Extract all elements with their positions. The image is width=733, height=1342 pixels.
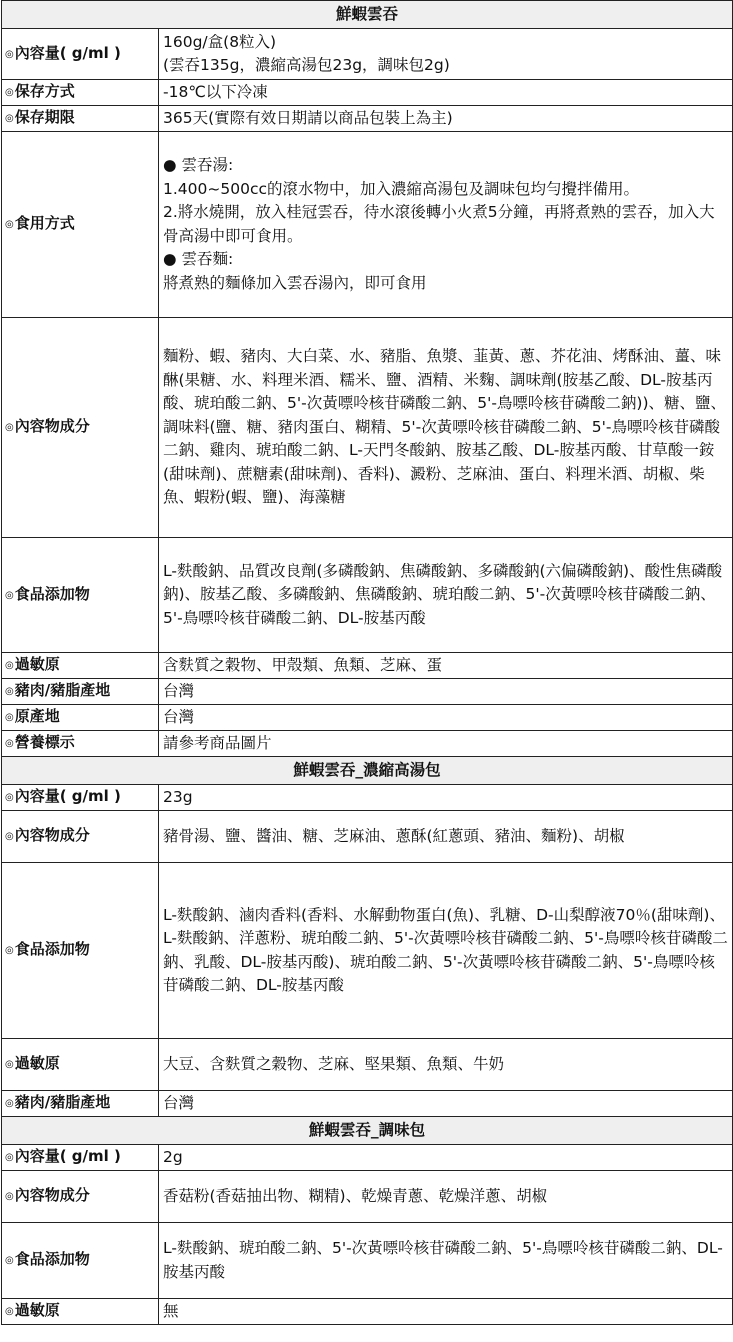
spec-row [2, 80, 733, 106]
row-value: L-麩酸鈉、滷肉香料(香料、水解動物蛋白(魚)、乳糖、D-山梨醇液70％(甜味劑)、L-麩酸鈉、洋蔥粉、琥珀酸二鈉、5'-次黃嘌呤核苷磷酸二鈉、5'-鳥嘌呤核苷磷酸二鈉、乳酸、DL-胺基丙酸)、琥珀酸二鈉、5'-次黃嘌呤核苷磷酸二鈉、5'-鳥嘌呤核苷磷酸二鈉、DL-胺基丙酸 [159, 863, 733, 1039]
row-value: 豬骨湯、鹽、醬油、糖、芝麻油、蔥酥(紅蔥頭、豬油、麵粉)、胡椒 [159, 811, 733, 863]
row-label: ◎食品添加物 [2, 1223, 159, 1299]
spec-row [2, 538, 733, 653]
spec-row [2, 863, 733, 1039]
section-title: 鮮蝦雲吞_調味包 [2, 1117, 733, 1145]
row-value: L-麩酸鈉、品質改良劑(多磷酸鈉、焦磷酸鈉、多磷酸鈉(六偏磷酸鈉)、酸性焦磷酸鈉)、胺基乙酸、多磷酸鈉、焦磷酸鈉、琥珀酸二鈉、5'-次黃嘌呤核苷磷酸二鈉、5'-鳥嘌呤核苷磷酸二鈉、DL-胺基丙酸 [159, 538, 733, 653]
bullet-icon: ◎ [5, 1098, 14, 1110]
row-value: 含麩質之穀物、甲殼類、魚類、芝麻、蛋 [159, 653, 733, 679]
spec-row [2, 679, 733, 705]
row-label: ◎保存期限 [2, 106, 159, 132]
bullet-icon: ◎ [5, 1059, 14, 1071]
row-label: ◎豬肉/豬脂產地 [2, 1091, 159, 1117]
spec-row [2, 1299, 733, 1325]
row-value: 2g [159, 1145, 733, 1171]
section-header [2, 1117, 733, 1145]
row-label: ◎內容量( g/ml ) [2, 1145, 159, 1171]
row-value: 無 [159, 1299, 733, 1325]
row-label: ◎內容量( g/ml ) [2, 29, 159, 80]
bullet-icon: ◎ [5, 48, 14, 60]
spec-row [2, 811, 733, 863]
row-value: 香菇粉(香菇抽出物、糊精)、乾燥青蔥、乾燥洋蔥、胡椒 [159, 1171, 733, 1223]
row-value: 麵粉、蝦、豬肉、大白菜、水、豬脂、魚漿、韮黃、蔥、芥花油、烤酥油、薑、味醂(果糖、水、料理米酒、糯米、鹽、酒精、米麴、調味劑(胺基乙酸、DL-胺基丙酸、琥珀酸二鈉、5'-次黃嘌呤核苷磷酸二鈉、5'-鳥嘌呤核苷磷酸二鈉))、糖、鹽、調味料(鹽、糖、豬肉蛋白、糊精、5'-次黃嘌呤核苷磷酸二鈉、5'-鳥嘌呤核苷磷酸二鈉、雞肉、琥珀酸二鈉、L-天門冬酸鈉、胺基乙酸、DL-胺基丙酸、甘草酸一銨(甜味劑)、蔗糖素(甜味劑)、香料)、澱粉、芝麻油、蛋白、料理米酒、胡椒、柴魚、蝦粉(蝦、鹽)、海藻糖 [159, 318, 733, 538]
spec-row [2, 29, 733, 80]
row-value: 大豆、含麩質之穀物、芝麻、堅果類、魚類、牛奶 [159, 1039, 733, 1091]
spec-row [2, 731, 733, 757]
spec-row [2, 653, 733, 679]
spec-row [2, 1223, 733, 1299]
row-value: ● 雲吞湯: 1.400~500cc的滾水物中，加入濃縮高湯包及調味包均勻攪拌備用。 2.將水燒開，放入桂冠雲吞，待水滾後轉小火煮5分鐘，再將煮熟的雲吞，加入大骨高湯中即可食用。 ● 雲吞麵: 將煮熟的麵條加入雲吞湯內，即可食用 [159, 132, 733, 318]
bullet-icon: ◎ [5, 422, 14, 434]
row-label: ◎內容物成分 [2, 811, 159, 863]
section-header [2, 1, 733, 29]
bullet-icon: ◎ [5, 219, 14, 231]
bullet-icon: ◎ [5, 589, 14, 601]
row-value: L-麩酸鈉、琥珀酸二鈉、5'-次黃嘌呤核苷磷酸二鈉、5'-鳥嘌呤核苷磷酸二鈉、DL-胺基丙酸 [159, 1223, 733, 1299]
bullet-icon: ◎ [5, 660, 14, 672]
row-label: ◎內容物成分 [2, 1171, 159, 1223]
row-label: ◎內容量( g/ml ) [2, 785, 159, 811]
bullet-icon: ◎ [5, 686, 14, 698]
row-label: ◎內容物成分 [2, 318, 159, 538]
row-value: 160g/盒(8粒入) (雲吞135g，濃縮高湯包23g，調味包2g) [159, 29, 733, 80]
spec-row [2, 1145, 733, 1171]
bullet-icon: ◎ [5, 87, 14, 99]
section-title: 鮮蝦雲吞_濃縮高湯包 [2, 757, 733, 785]
row-label: ◎食品添加物 [2, 863, 159, 1039]
spec-row [2, 705, 733, 731]
spec-row [2, 1091, 733, 1117]
bullet-icon: ◎ [5, 792, 14, 804]
bullet-icon: ◎ [5, 945, 14, 957]
row-label: ◎過敏原 [2, 1299, 159, 1325]
row-value: 台灣 [159, 705, 733, 731]
row-label: ◎原產地 [2, 705, 159, 731]
spec-row [2, 1171, 733, 1223]
product-spec-sheet [1, 0, 732, 1325]
row-value: 365天(實際有效日期請以商品包裝上為主) [159, 106, 733, 132]
row-label: ◎過敏原 [2, 653, 159, 679]
spec-table [1, 0, 733, 1325]
row-label: ◎過敏原 [2, 1039, 159, 1091]
bullet-icon: ◎ [5, 712, 14, 724]
bullet-icon: ◎ [5, 1191, 14, 1203]
row-label: ◎保存方式 [2, 80, 159, 106]
section-header [2, 757, 733, 785]
spec-row [2, 785, 733, 811]
row-value: 23g [159, 785, 733, 811]
bullet-icon: ◎ [5, 1306, 14, 1318]
row-value: 請參考商品圖片 [159, 731, 733, 757]
row-label: ◎食用方式 [2, 132, 159, 318]
row-value: 台灣 [159, 679, 733, 705]
bullet-icon: ◎ [5, 1152, 14, 1164]
spec-row [2, 106, 733, 132]
spec-row [2, 318, 733, 538]
bullet-icon: ◎ [5, 831, 14, 843]
bullet-icon: ◎ [5, 738, 14, 750]
row-label: ◎食品添加物 [2, 538, 159, 653]
row-label: ◎豬肉/豬脂產地 [2, 679, 159, 705]
section-title: 鮮蝦雲吞 [2, 1, 733, 29]
row-value: 台灣 [159, 1091, 733, 1117]
row-value: -18℃以下冷凍 [159, 80, 733, 106]
spec-row [2, 132, 733, 318]
spec-row [2, 1039, 733, 1091]
bullet-icon: ◎ [5, 1255, 14, 1267]
row-label: ◎營養標示 [2, 731, 159, 757]
bullet-icon: ◎ [5, 113, 14, 125]
